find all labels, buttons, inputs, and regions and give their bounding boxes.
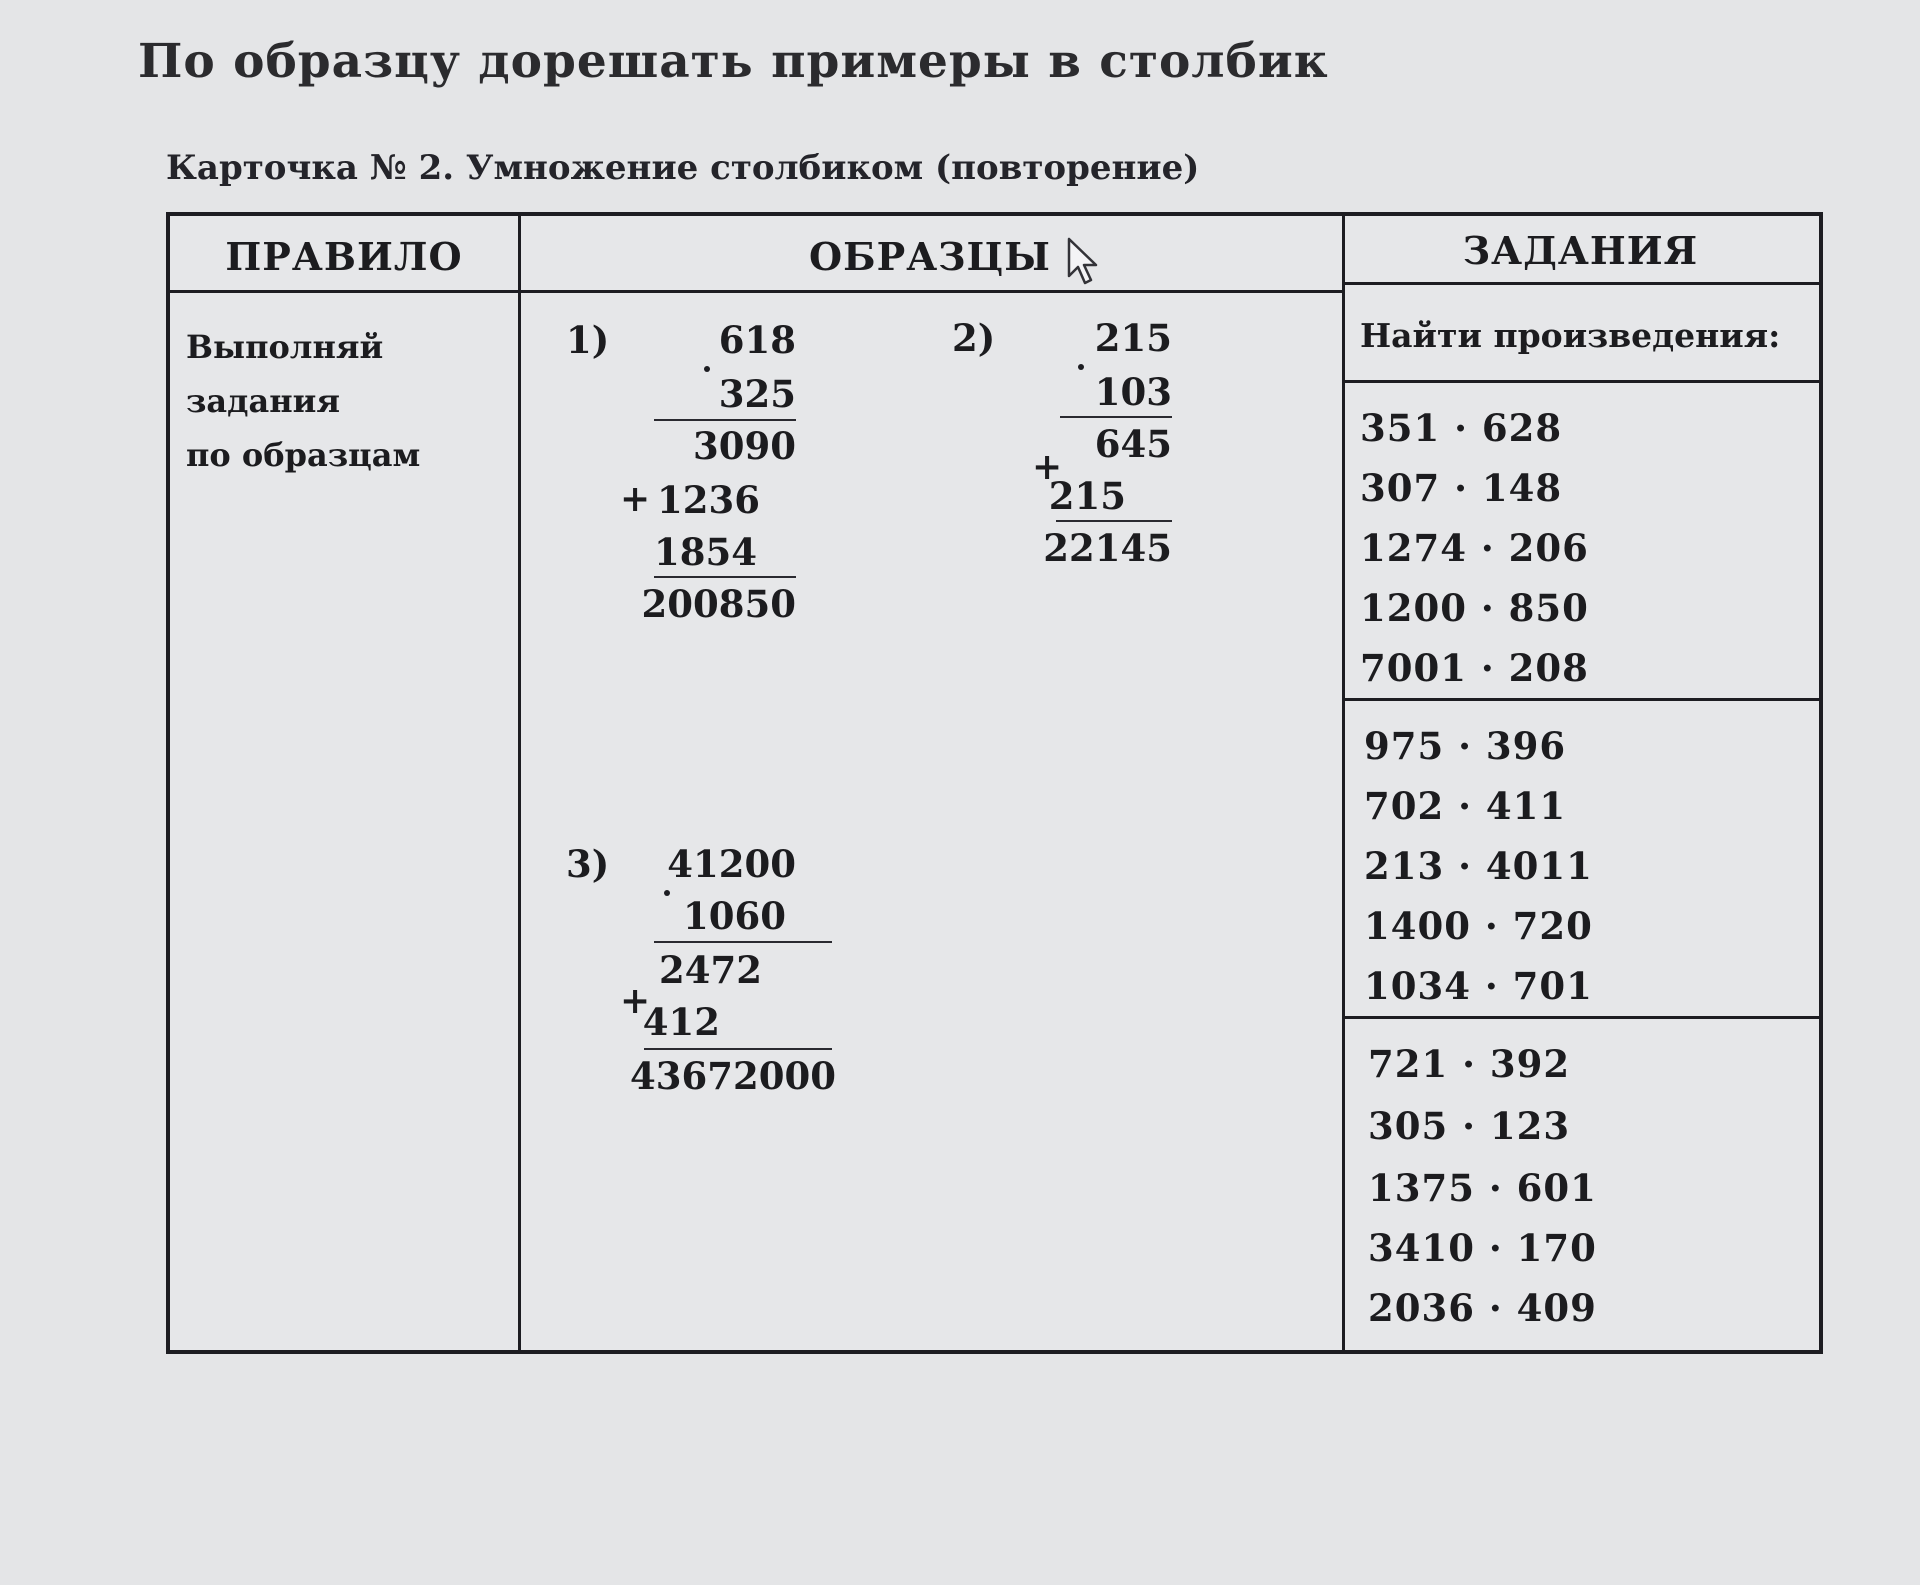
- mouse-pointer-icon: [1066, 236, 1102, 288]
- sample-2-result: 22145: [1043, 526, 1172, 570]
- underline: [654, 576, 796, 578]
- task-item: 1200 · 850: [1360, 586, 1589, 630]
- sample-3-label: 3): [566, 842, 610, 886]
- task-item: 2036 · 409: [1368, 1286, 1597, 1330]
- task-item: 213 · 4011: [1364, 844, 1593, 888]
- column-divider-tasks: [1342, 216, 1345, 1350]
- task-item: 307 · 148: [1360, 466, 1563, 510]
- plus-sign: +: [620, 478, 651, 520]
- sample-3-partial: 2472: [659, 948, 762, 992]
- card-title: Карточка № 2. Умножение столбиком (повторение): [166, 148, 1200, 188]
- task-item: 351 · 628: [1360, 406, 1563, 450]
- header-tasks: ЗАДАНИЯ: [1462, 228, 1699, 273]
- header-samples: ОБРАЗЦЫ: [809, 234, 1051, 279]
- task-item: 3410 · 170: [1368, 1226, 1597, 1270]
- sample-2-multiplier: 103: [1094, 370, 1172, 414]
- task-item: 1274 · 206: [1360, 526, 1589, 570]
- header-divider-tasks: [1342, 282, 1819, 285]
- underline: [1060, 416, 1172, 418]
- sample-3-result: 43672000: [630, 1054, 836, 1098]
- plus-sign: +: [620, 980, 651, 1022]
- column-divider-rule: [518, 216, 521, 1350]
- sample-1-partial: 1236: [657, 478, 760, 522]
- sample-1-multiplier: 325: [718, 372, 796, 416]
- sample-1-partial: 3090: [693, 424, 796, 468]
- rule-line: задания: [186, 382, 341, 420]
- sample-3-multiplier: 1060: [683, 894, 786, 938]
- tasks-title-divider: [1342, 380, 1819, 383]
- task-item: 1400 · 720: [1364, 904, 1593, 948]
- rule-line: Выполняй: [186, 328, 384, 366]
- sample-1-result: 200850: [641, 582, 796, 626]
- page-title: По образцу дорешать примеры в столбик: [138, 34, 1329, 89]
- task-item: 7001 · 208: [1360, 646, 1589, 690]
- sample-3-multiplicand: 41200: [667, 842, 796, 886]
- task-item: 702 · 411: [1364, 784, 1567, 828]
- sample-3-partial: 412: [642, 1000, 720, 1044]
- task-item: 305 · 123: [1368, 1104, 1571, 1148]
- header-rule: ПРАВИЛО: [225, 234, 463, 279]
- sample-2-multiplicand: 215: [1094, 316, 1172, 360]
- rule-line: по образцам: [186, 436, 421, 474]
- task-group-divider-1: [1342, 698, 1819, 701]
- card-table: [166, 212, 1823, 1354]
- rule-text: [186, 320, 420, 482]
- tasks-title: Найти произведения:: [1360, 316, 1781, 355]
- underline: [644, 1048, 832, 1050]
- task-item: 975 · 396: [1364, 724, 1567, 768]
- task-group-divider-2: [1342, 1016, 1819, 1019]
- sample-1-label: 1): [566, 318, 610, 362]
- underline: [654, 419, 796, 421]
- task-item: 1375 · 601: [1368, 1166, 1597, 1210]
- header-divider: [170, 290, 1342, 293]
- task-item: 1034 · 701: [1364, 964, 1593, 1008]
- underline: [1056, 520, 1172, 522]
- task-item: 721 · 392: [1368, 1042, 1571, 1086]
- sample-1-partial: 1854: [654, 530, 757, 574]
- sample-2-partial: 215: [1048, 474, 1126, 518]
- sample-2-label: 2): [952, 316, 996, 360]
- plus-sign: +: [1032, 446, 1063, 488]
- underline: [654, 941, 832, 943]
- sample-1-multiplicand: 618: [718, 318, 796, 362]
- sample-2-partial: 645: [1094, 422, 1172, 466]
